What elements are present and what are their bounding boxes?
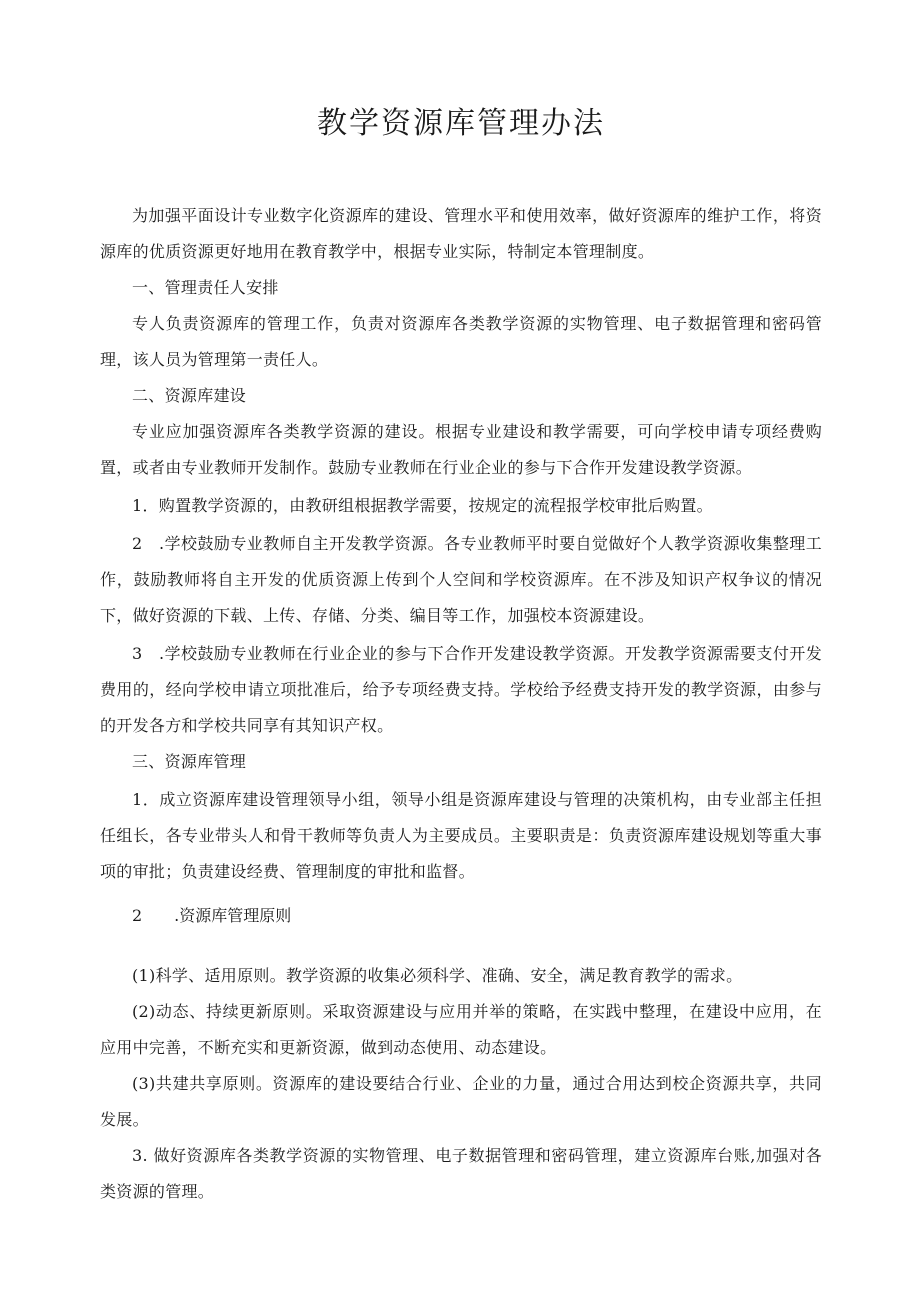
section-2-item-3: 3 .学校鼓励专业教师在行业企业的参与下合作开发建设教学资源。开发教学资源需要支付开发费用的，经向学校申请立项批准后，给予专项经费支持。学校给予经费支持开发的教学资源，由参与的开发各方和学校共同享有其知识产权。	[100, 644, 822, 735]
principle-2: (2)动态、持续更新原则。采取资源建设与应用并举的策略，在实践中整理，在建设中应用，在应用中完善，不断充实和更新资源，做到动态使用、动态建设。	[100, 1002, 822, 1057]
intro-paragraph: 为加强平面设计专业数字化资源库的建设、管理水平和使用效率，做好资源库的维护工作，将资源库的优质资源更好地用在教育教学中，根据专业实际，特制定本管理制度。	[100, 206, 822, 261]
section-1-heading: 一、管理责任人安排	[132, 278, 279, 297]
section-2-body: 专业应加强资源库各类教学资源的建设。根据专业建设和教学需要，可向学校申请专项经费购置，或者由专业教师开发制作。鼓励专业教师在行业企业的参与下合作开发建设教学资源。	[100, 422, 822, 477]
section-2-item-2: 2 .学校鼓励专业教师自主开发教学资源。各专业教师平时要自觉做好个人教学资源收集整理工作，鼓励教师将自主开发的优质资源上传到个人空间和学校资源库。在不涉及知识产权争议的情况下，做好资源的下载、上传、存储、分类、编目等工作，加强校本资源建设。	[100, 534, 822, 625]
section-2-item-1: 1．购置教学资源的，由教研组根据教学需要，按规定的流程报学校审批后购置。	[132, 496, 713, 515]
document-title: 教学资源库管理办法	[317, 106, 605, 141]
principle-3: (3)共建共享原则。资源库的建设要结合行业、企业的力量，通过合用达到校企资源共享，共同发展。	[100, 1074, 822, 1129]
section-3-item-3: 3. 做好资源库各类教学资源的实物管理、电子数据管理和密码管理，建立资源库台账,加强对各类资源的管理。	[100, 1146, 822, 1201]
section-2-heading: 二、资源库建设	[132, 386, 247, 405]
section-3-item-2-heading: 2 .资源库管理原则	[132, 906, 292, 925]
section-3-item-1: 1．成立资源库建设管理领导小组，领导小组是资源库建设与管理的决策机构，由专业部主任担任组长，各专业带头人和骨干教师等负责人为主要成员。主要职责是：负责资源库建设规划等重大事项的审批；负责建设经费、管理制度的审批和监督。	[100, 790, 822, 881]
section-3-heading: 三、资源库管理	[132, 752, 247, 771]
section-1-body: 专人负责资源库的管理工作，负责对资源库各类教学资源的实物管理、电子数据管理和密码管理，该人员为管理第一责任人。	[100, 314, 822, 369]
principle-1: (1)科学、适用原则。教学资源的收集必须科学、准确、安全，满足教育教学的需求。	[132, 966, 743, 985]
